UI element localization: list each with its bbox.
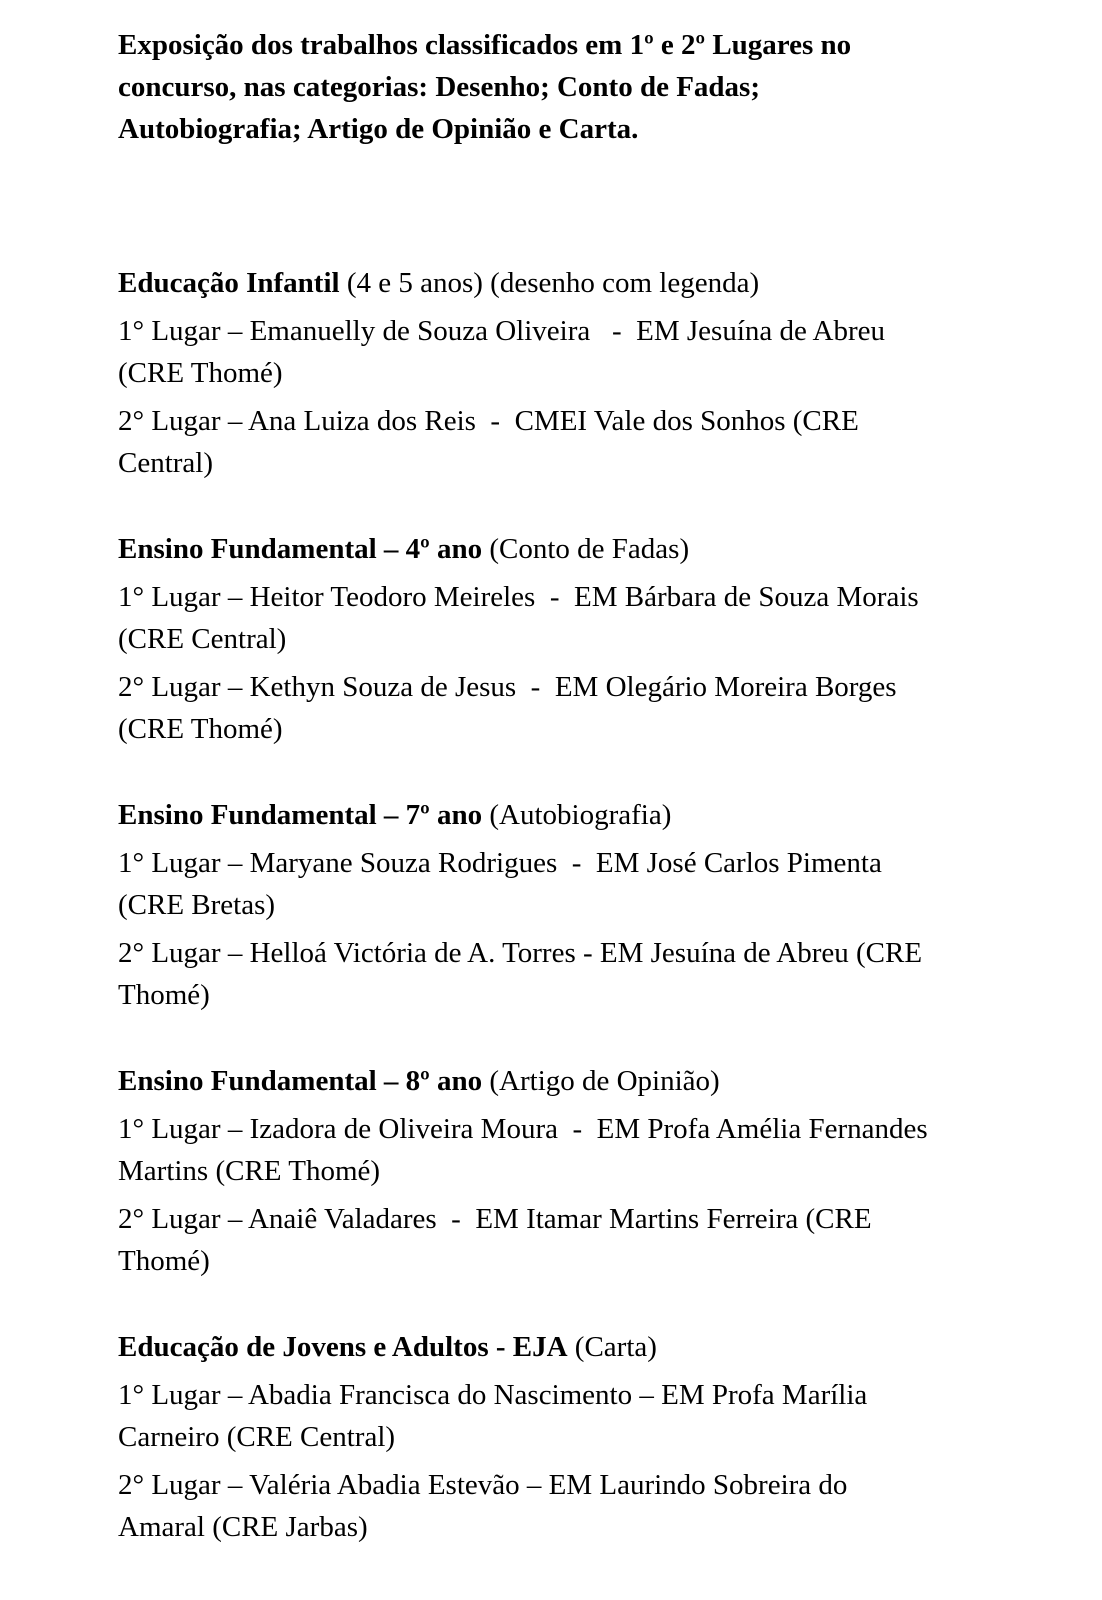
section-heading [118,1060,938,1102]
section-heading-category: Ensino Fundamental – 4º ano [118,533,483,565]
section-heading-category: Ensino Fundamental – 8º ano [118,1065,483,1097]
section-fundamental-4-ano [118,528,938,750]
section-heading-note: (Conto de Fadas) [482,533,690,565]
winner-entry-second-place: 2° Lugar – Kethyn Souza de Jesus - EM Olegário Moreira Borges (CRE Thomé) [118,671,904,745]
section-heading-note: (Artigo de Opinião) [482,1065,720,1097]
section-heading-note: (Carta) [567,1331,657,1363]
winner-entry-first-place: 1° Lugar – Maryane Souza Rodrigues - EM José Carlos Pimenta (CRE Bretas) [118,847,890,921]
section-heading [118,794,938,836]
winner-entry-first-place: 1° Lugar – Heitor Teodoro Meireles - EM Bárbara de Souza Morais (CRE Central) [118,581,926,655]
section-fundamental-7-ano [118,794,938,1016]
section-heading [118,1326,938,1368]
winner-entry-first-place: 1° Lugar – Izadora de Oliveira Moura - EM Profa Amélia Fernandes Martins (CRE Thomé) [118,1113,935,1187]
section-heading-note: (4 e 5 anos) (desenho com legenda) [339,267,760,299]
winner-entry-second-place: 2° Lugar – Ana Luiza dos Reis - CMEI Vale dos Sonhos (CRE Central) [118,405,867,479]
winner-entry-first-place: 1° Lugar – Abadia Francisca do Nascimento – EM Profa Marília Carneiro (CRE Central) [118,1379,875,1453]
document-content [118,0,938,1548]
section-heading-category: Educação Infantil [118,267,340,299]
winner-entry-second-place: 2° Lugar – Anaiê Valadares - EM Itamar Martins Ferreira (CRE Thomé) [118,1203,879,1277]
winner-entry-second-place: 2° Lugar – Helloá Victória de A. Torres - EM Jesuína de Abreu (CRE Thomé) [118,937,929,1011]
section-fundamental-8-ano [118,1060,938,1282]
section-heading [118,528,938,570]
section-eja [118,1326,938,1548]
document-title: Exposição dos trabalhos classificados em 1º e 2º Lugares no concurso, nas categorias: Desenho; Conto de Fadas; Autobiografia; Artigo de Opinião e Carta. [118,29,859,145]
section-heading-note: (Autobiografia) [482,799,672,831]
section-heading-category: Educação de Jovens e Adultos - EJA [118,1331,568,1363]
section-heading [118,262,938,304]
section-educacao-infantil [118,262,938,484]
winner-entry-second-place: 2° Lugar – Valéria Abadia Estevão – EM Laurindo Sobreira do Amaral (CRE Jarbas) [118,1469,854,1543]
section-heading-category: Ensino Fundamental – 7º ano [118,799,483,831]
winner-entry-first-place: 1° Lugar – Emanuelly de Souza Oliveira - EM Jesuína de Abreu (CRE Thomé) [118,315,893,389]
